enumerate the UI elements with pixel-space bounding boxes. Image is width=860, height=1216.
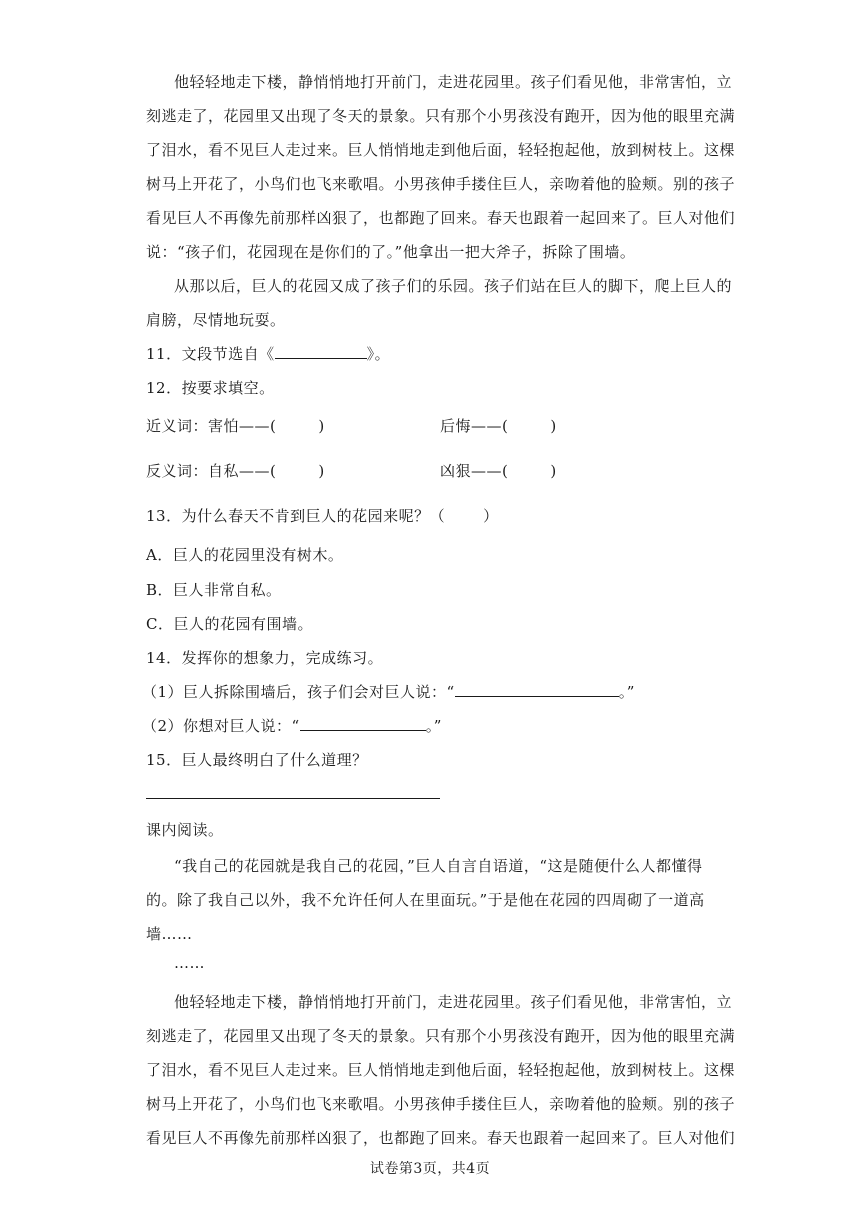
passage-line: 了泪水，看不见巨人走过来。巨人悄悄地走到他后面，轻轻抱起他，放到树枝上。这棵 <box>146 1061 736 1079</box>
question-14-1 <box>142 682 722 702</box>
antonym-row-2 <box>440 461 640 481</box>
paren-close: ) <box>318 462 325 480</box>
option-c[interactable]: C．巨人的花园有围墙。 <box>146 615 313 633</box>
synonym-word: 后悔——( <box>440 417 509 435</box>
passage-line: 从那以后，巨人的花园又成了孩子们的乐园。孩子们站在巨人的脚下，爬上巨人的 <box>174 277 733 295</box>
passage-line: 墙…… <box>146 925 193 943</box>
question-11-prefix: 11．文段节选自《 <box>146 345 275 363</box>
answer-blank[interactable] <box>455 682 619 697</box>
question-13-title: 13．为什么春天不肯到巨人的花园来呢？（ <box>146 507 446 525</box>
passage-line: 看见巨人不再像先前那样凶狠了，也都跑了回来。春天也跟着一起回来了。巨人对他们 <box>146 209 736 227</box>
synonym-label: 近义词：害怕——( <box>146 417 277 435</box>
question-15-title: 15．巨人最终明白了什么道理？ <box>146 751 368 769</box>
question-13 <box>146 506 726 526</box>
paren-close: ) <box>550 417 557 435</box>
ellipsis: …… <box>174 954 205 972</box>
option-a[interactable]: A．巨人的花园里没有树木。 <box>146 546 344 564</box>
page-footer: 试卷第3页，共4页 <box>369 1161 491 1177</box>
passage-line: 刻逃走了，花园里又出现了冬天的景象。只有那个小男孩没有跑开，因为他的眼里充满 <box>146 1027 736 1045</box>
option-b[interactable]: B．巨人非常自私。 <box>146 581 282 599</box>
answer-blank[interactable] <box>275 344 367 359</box>
question-14-title: 14．发挥你的想象力，完成练习。 <box>146 649 384 667</box>
sub-question-suffix: 。” <box>425 717 442 735</box>
answer-line[interactable] <box>146 798 440 799</box>
synonym-row-2 <box>440 416 640 436</box>
passage-line: “我自己的花园就是我自己的花园，”巨人自言自语道，“这是随便什么人都懂得 <box>174 857 703 875</box>
section-title: 课内阅读。 <box>146 821 224 839</box>
passage-line: 树马上开花了，小鸟们也飞来歌唱。小男孩伸手搂住巨人，亲吻着他的脸颊。别的孩子 <box>146 175 736 193</box>
question-14-2 <box>142 716 722 736</box>
passage-line: 了泪水，看不见巨人走过来。巨人悄悄地走到他后面，轻轻抱起他，放到树枝上。这棵 <box>146 141 736 159</box>
antonym-word: 凶狠——( <box>440 462 509 480</box>
question-11 <box>146 344 726 364</box>
paren-close: ) <box>550 462 557 480</box>
passage-line: 看见巨人不再像先前那样凶狠了，也都跑了回来。春天也跟着一起回来了。巨人对他们 <box>146 1129 736 1147</box>
passage-line: 的。除了我自己以外，我不允许任何人在里面玩。”于是他在花园的四周砌了一道高 <box>146 891 705 909</box>
passage-line: 他轻轻地走下楼，静悄悄地打开前门，走进花园里。孩子们看见他，非常害怕，立 <box>174 993 733 1011</box>
passage-line: 刻逃走了，花园里又出现了冬天的景象。只有那个小男孩没有跑开，因为他的眼里充满 <box>146 107 736 125</box>
passage-line: 说：“孩子们，花园现在是你们的了。”他拿出一把大斧子，拆除了围墙。 <box>146 243 636 261</box>
passage-line: 他轻轻地走下楼，静悄悄地打开前门，走进花园里。孩子们看见他，非常害怕，立 <box>174 73 733 91</box>
sub-question-suffix: 。” <box>618 683 635 701</box>
passage-line: 肩膀，尽情地玩耍。 <box>146 311 286 329</box>
sub-question-prefix: （1）巨人拆除围墙后，孩子们会对巨人说：“ <box>142 683 455 701</box>
paren-close: ) <box>318 417 325 435</box>
passage-line: 树马上开花了，小鸟们也飞来歌唱。小男孩伸手搂住巨人，亲吻着他的脸颊。别的孩子 <box>146 1095 736 1113</box>
paren-close: ） <box>483 507 499 525</box>
answer-blank[interactable] <box>300 716 426 731</box>
question-12-title: 12．按要求填空。 <box>146 379 275 397</box>
question-11-suffix: 》。 <box>366 345 391 363</box>
antonym-label: 反义词：自私——( <box>146 462 277 480</box>
sub-question-prefix: （2）你想对巨人说：“ <box>142 717 300 735</box>
